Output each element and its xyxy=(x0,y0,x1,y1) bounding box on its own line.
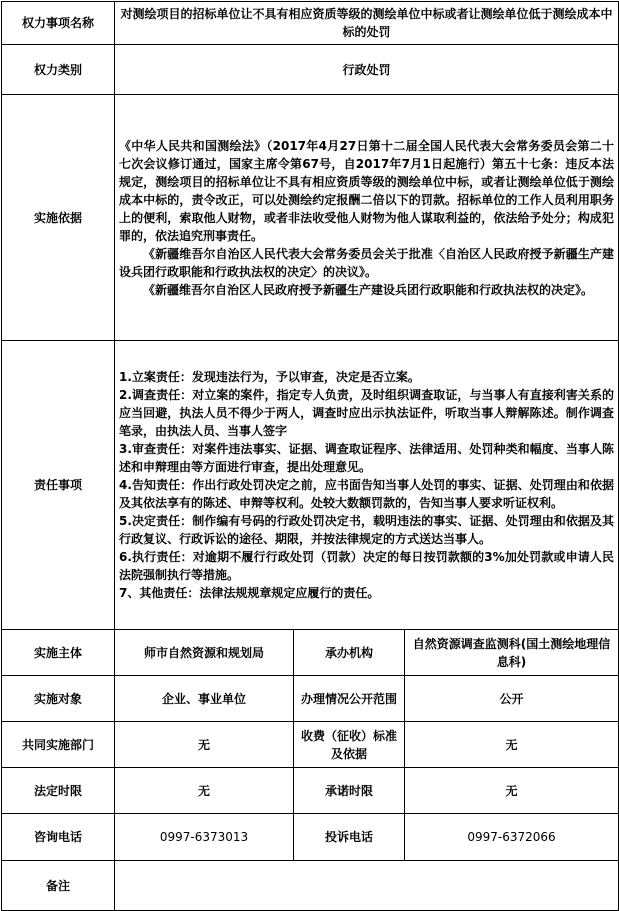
joint-department-label: 共同实施部门 xyxy=(2,722,115,768)
legal-deadline-label: 法定时限 xyxy=(2,768,115,814)
duties-label: 责任事项 xyxy=(2,341,115,630)
category-label: 权力类别 xyxy=(2,45,115,95)
legal-deadline-value: 无 xyxy=(115,768,294,814)
disclosure-scope-value: 公开 xyxy=(405,676,619,722)
row-joint xyxy=(2,722,619,768)
duty-item: 1.立案责任：发现违法行为，予以审查，决定是否立案。 xyxy=(119,370,420,384)
subject-label: 实施主体 xyxy=(2,630,115,676)
item-name-value: 对测绘项目的招标单位让不具有相应资质等级的测绘单位中标或者让测绘单位低于测绘成本中标的处罚 xyxy=(115,2,619,45)
basis-paragraph: 《新疆维吾尔自治区人民政府授予新疆生产建设兵团行政职能和行政执法权的决定》。 xyxy=(143,282,594,297)
complaint-phone-value: 0997-6372066 xyxy=(405,814,619,861)
remarks-value xyxy=(115,861,619,911)
basis-paragraph: 《中华人民共和国测绘法》（2017年4月27日第十二届全国人民代表大会常务委员会第二十七次会议修订通过，国家主席令第67号，自2017年7月1日起施行）第五十七条：违反本法规定，测绘项目的招标单位让不具有相应资质等级的测绘单位中标，或者让测绘单位低于测绘成本中标的，责令改正，可以处测绘约定报酬二倍以下的罚款。招标单位的工作人员利用职务上的便利，索取他人财物，或者非法收受他人财物为他人谋取利益的，依法给予处分；构成犯罪的，依法追究刑事责任。 xyxy=(119,138,615,243)
row-target xyxy=(2,676,619,722)
duty-item: 3.审查责任：对案件违法事实、证据、调查取证程序、法律适用、处罚种类和幅度、当事人陈述和申辩理由等方面进行审查，提出处理意见。 xyxy=(119,442,615,474)
category-value: 行政处罚 xyxy=(115,45,619,95)
basis-label: 实施依据 xyxy=(2,95,115,341)
target-value: 企业、事业单位 xyxy=(115,676,294,722)
complaint-phone-label: 投诉电话 xyxy=(294,814,405,861)
basis-content xyxy=(115,95,619,341)
duty-item: 4.告知责任：作出行政处罚决定之前，应书面告知当事人处罚的事实、证据、处罚理由和依据及其依法享有的陈述、申辩等权利。处较大数额罚款的，告知当事人要求听证权利。 xyxy=(119,478,615,510)
duty-item: 6.执行责任：对逾期不履行行政处罚（罚款）决定的每日按罚款额的3%加处罚款或申请人民法院强制执行等措施。 xyxy=(119,550,615,582)
disclosure-scope-label: 办理情况公开范围 xyxy=(294,676,405,722)
duty-item: 7、其他责任：法律法规规章规定应履行的责任。 xyxy=(119,586,380,600)
row-phone xyxy=(2,814,619,861)
power-item-table xyxy=(1,1,619,911)
duty-item: 2.调查责任：对立案的案件，指定专人负责，及时组织调查取证，与当事人有直接利害关系的应当回避，执法人员不得少于两人，调查时应出示执法证件，听取当事人辩解陈述。制作调查笔录，由执法人员、当事人签字 xyxy=(119,388,615,438)
fee-standard-label: 收费（征收）标准及依据 xyxy=(294,722,405,768)
row-category xyxy=(2,45,619,95)
fee-standard-value: 无 xyxy=(405,722,619,768)
joint-department-value: 无 xyxy=(115,722,294,768)
duties-content xyxy=(115,341,619,630)
consult-phone-value: 0997-6373013 xyxy=(115,814,294,861)
row-subject xyxy=(2,630,619,676)
row-basis xyxy=(2,95,619,341)
row-duties xyxy=(2,341,619,630)
row-remarks xyxy=(2,861,619,911)
consult-phone-label: 咨询电话 xyxy=(2,814,115,861)
subject-value: 师市自然资源和规划局 xyxy=(115,630,294,676)
remarks-label: 备注 xyxy=(2,861,115,911)
promised-deadline-value: 无 xyxy=(405,768,619,814)
item-name-label: 权力事项名称 xyxy=(2,2,115,45)
promised-deadline-label: 承诺时限 xyxy=(294,768,405,814)
duty-item: 5.决定责任：制作编有号码的行政处罚决定书，载明违法的事实、证据、处罚理由和依据及其行政复议、行政诉讼的途径、期限，并按法律规定的方式送达当事人。 xyxy=(119,514,615,546)
row-item-name xyxy=(2,2,619,45)
target-label: 实施对象 xyxy=(2,676,115,722)
row-deadline xyxy=(2,768,619,814)
handling-office-label: 承办机构 xyxy=(294,630,405,676)
handling-office-value: 自然资源调查监测科(国土测绘地理信息科) xyxy=(405,630,619,676)
basis-paragraph: 《新疆维吾尔自治区人民代表大会常务委员会关于批准〈自治区人民政府授予新疆生产建设兵团行政职能和行政执法权的决定〉的决议》。 xyxy=(119,246,615,279)
